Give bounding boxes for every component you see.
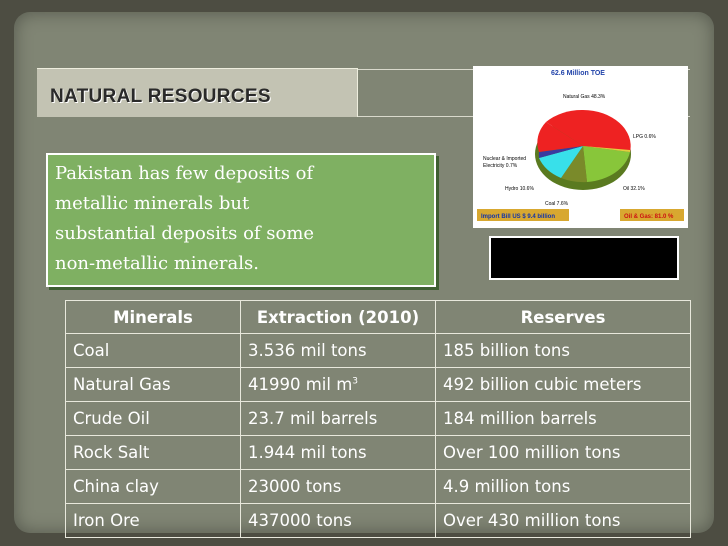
table-row [66,470,691,504]
gas-extraction-value: 41990 mil m [248,375,353,394]
cell-extraction: 3.536 mil tons [241,334,436,368]
note-line: Pakistan has few deposits of [55,163,314,184]
table-row [66,504,691,538]
cell-reserves: 184 million barrels [436,402,691,436]
import-bill-text: Import Bill US $ 9.4 billion [481,214,556,220]
energy-pie-svg [473,66,688,228]
oil-gas-text: Oil & Gas: 81.0 % [624,214,674,220]
black-box [489,236,679,280]
table-header-row [66,301,691,334]
label-lpg: LPG 0.6% [633,134,656,140]
cell-reserves: 492 billion cubic meters [436,368,691,402]
minerals-table [65,300,691,538]
label-natural-gas: Natural Gas 48.3% [563,94,606,100]
table-row [66,402,691,436]
cell-extraction: 437000 tons [241,504,436,538]
cell-extraction: 23.7 mil barrels [241,402,436,436]
energy-pie-figure [473,66,688,228]
note-line: substantial deposits of some [55,223,315,244]
table-row [66,368,691,402]
cell-extraction: 1.944 mil tons [241,436,436,470]
col-header-extraction: Extraction (2010) [241,301,436,334]
label-coal: Coal 7.6% [545,201,569,207]
col-header-minerals: Minerals [66,301,241,334]
cell-mineral: Crude Oil [66,402,241,436]
table-row [66,436,691,470]
cell-reserves: 4.9 million tons [436,470,691,504]
label-oil: Oil 32.1% [623,186,645,192]
label-electricity: Electricity 0.7% [483,163,518,169]
cell-reserves: Over 100 million tons [436,436,691,470]
note-text [55,159,435,279]
cell-extraction: 23000 tons [241,470,436,504]
cubic-superscript: 3 [352,376,359,387]
slide-title: NATURAL RESOURCES [50,86,271,107]
cell-mineral: China clay [66,470,241,504]
label-nuclear: Nuclear & Imported [483,156,527,162]
note-line: non-metallic minerals. [55,253,259,274]
cell-mineral: Iron Ore [66,504,241,538]
oil-slice [583,146,630,182]
figure-header: 62.6 Million TOE [551,70,605,77]
col-header-reserves: Reserves [436,301,691,334]
cell-extraction [241,368,436,402]
cell-mineral: Coal [66,334,241,368]
note-line: metallic minerals but [55,193,250,214]
cell-mineral: Natural Gas [66,368,241,402]
label-hydro: Hydro 10.6% [505,186,534,192]
cell-reserves: Over 430 million tons [436,504,691,538]
cell-mineral: Rock Salt [66,436,241,470]
natural-gas-slice [583,110,631,152]
cell-reserves: 185 billion tons [436,334,691,368]
table-row [66,334,691,368]
